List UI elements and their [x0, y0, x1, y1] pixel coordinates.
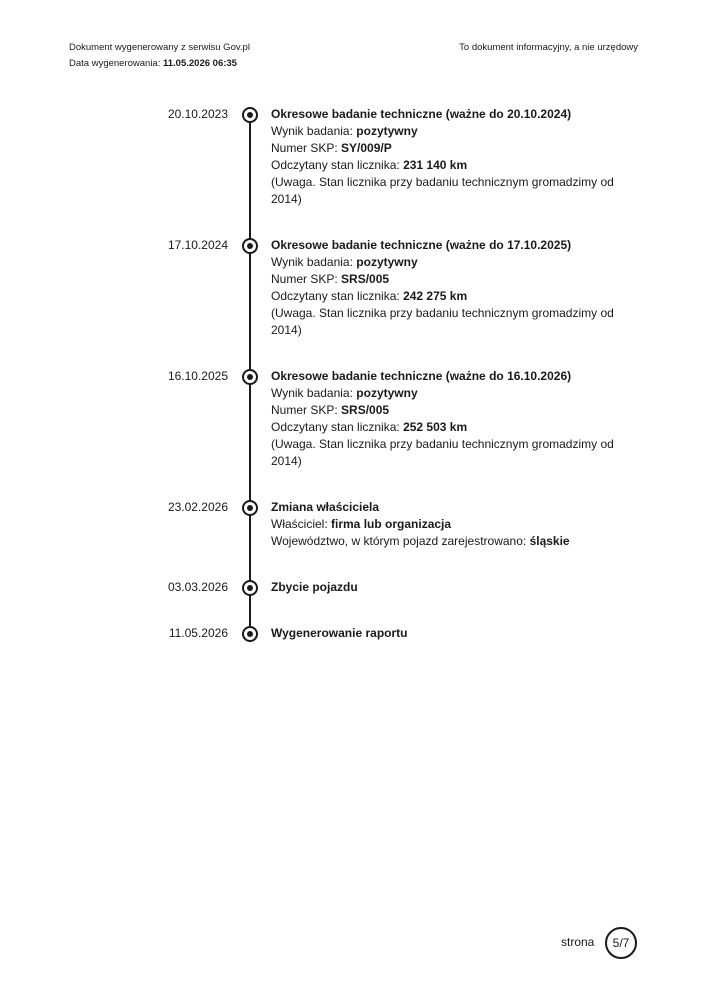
result-value: pozytywny — [356, 386, 418, 400]
entry-title: Okresowe badanie techniczne (ważne do 20.10.2024) — [271, 107, 572, 121]
result-line — [271, 385, 616, 402]
entry-content — [271, 106, 616, 208]
entry-title: Okresowe badanie techniczne (ważne do 17.10.2025) — [271, 238, 572, 252]
entry-title: Zbycie pojazdu — [271, 580, 358, 594]
owner-value: firma lub organizacja — [331, 517, 452, 531]
mileage-line — [271, 288, 616, 305]
owner-label: Właściciel: — [271, 517, 328, 531]
generated-label: Data wygenerowania: — [69, 58, 161, 69]
result-line — [271, 254, 616, 271]
entry-date: 11.05.2026 — [168, 626, 228, 640]
mileage-label: Odczytany stan licznika: — [271, 420, 400, 434]
entry-date: 20.10.2023 — [167, 107, 228, 121]
skp-line — [271, 402, 616, 419]
skp-label: Numer SKP: — [271, 272, 338, 286]
result-label: Wynik badania: — [271, 124, 353, 138]
mileage-value: 252 503 km — [403, 420, 468, 434]
region-value: śląskie — [529, 534, 570, 548]
mileage-note: (Uwaga. Stan licznika przy badaniu technicznym gromadzimy od 2014) — [271, 437, 614, 468]
source-text: Dokument wygenerowany z serwisu Gov.pl — [69, 42, 250, 53]
result-label: Wynik badania: — [271, 255, 353, 269]
timeline-marker-icon — [242, 107, 258, 123]
timeline-marker-icon — [242, 500, 258, 516]
skp-value: SY/009/P — [341, 141, 392, 155]
mileage-line — [271, 419, 616, 436]
entry-title: Wygenerowanie raportu — [271, 626, 408, 640]
skp-label: Numer SKP: — [271, 141, 338, 155]
entry-content — [271, 499, 616, 550]
entry-date: 23.02.2026 — [167, 500, 228, 514]
skp-line — [271, 271, 616, 288]
entry-date: 03.03.2026 — [167, 580, 228, 594]
mileage-note: (Uwaga. Stan licznika przy badaniu technicznym gromadzimy od 2014) — [271, 306, 614, 337]
region-label: Województwo, w którym pojazd zarejestrowano: — [271, 534, 527, 548]
mileage-label: Odczytany stan licznika: — [271, 289, 400, 303]
disclaimer-text: To dokument informacyjny, a nie urzędowy — [459, 42, 638, 53]
mileage-label: Odczytany stan licznika: — [271, 158, 400, 172]
mileage-value: 231 140 km — [403, 158, 468, 172]
result-value: pozytywny — [356, 124, 418, 138]
skp-value: SRS/005 — [341, 272, 390, 286]
entry-content — [271, 368, 616, 470]
timeline-marker-icon — [242, 626, 258, 642]
timeline-marker-icon — [242, 238, 258, 254]
entry-date: 16.10.2025 — [167, 369, 228, 383]
page-number-badge: 5/7 — [605, 927, 637, 959]
entry-content — [271, 625, 616, 642]
entry-date: 17.10.2024 — [167, 238, 228, 252]
entry-content — [271, 579, 616, 596]
skp-label: Numer SKP: — [271, 403, 338, 417]
entry-title: Zmiana właściciela — [271, 500, 380, 514]
page-label: strona — [561, 935, 595, 949]
owner-line — [271, 516, 616, 533]
result-line — [271, 123, 616, 140]
skp-value: SRS/005 — [341, 403, 390, 417]
entry-title: Okresowe badanie techniczne (ważne do 16.10.2026) — [271, 369, 572, 383]
skp-line — [271, 140, 616, 157]
entry-content — [271, 237, 616, 339]
mileage-note: (Uwaga. Stan licznika przy badaniu technicznym gromadzimy od 2014) — [271, 175, 614, 206]
timeline-marker-icon — [242, 580, 258, 596]
mileage-value: 242 275 km — [403, 289, 468, 303]
result-value: pozytywny — [356, 255, 418, 269]
mileage-line — [271, 157, 616, 174]
timeline-marker-icon — [242, 369, 258, 385]
result-label: Wynik badania: — [271, 386, 353, 400]
region-line — [271, 533, 616, 550]
generated-value: 11.05.2026 06:35 — [163, 58, 237, 69]
